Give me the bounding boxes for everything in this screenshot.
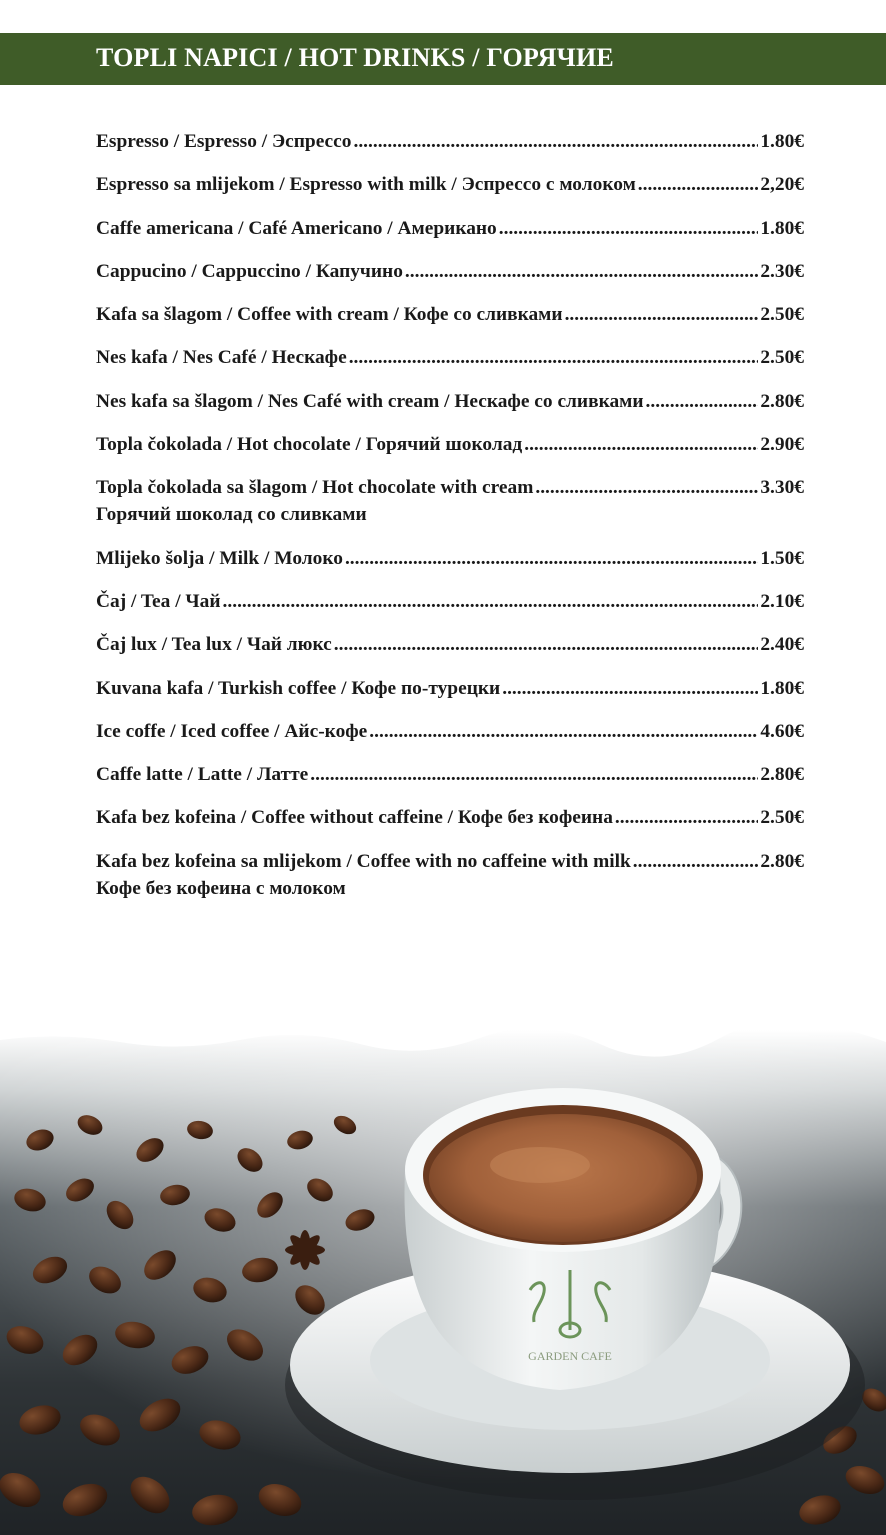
menu-item [96, 171, 804, 198]
item-price: 1.80€ [760, 131, 804, 152]
item-price: 2.10€ [760, 590, 804, 612]
menu-item [96, 388, 804, 415]
menu-item [96, 215, 804, 242]
item-name: Ice coffe / Iced coffee / Айс-кофе [96, 720, 368, 742]
dot-leader [345, 545, 758, 572]
item-price: 2.50€ [760, 807, 804, 829]
item-price: 1.80€ [760, 217, 804, 239]
menu-item [96, 761, 804, 788]
item-name: Čaj / Tea / Чай [96, 590, 221, 612]
menu-item [96, 431, 804, 458]
dot-leader [633, 848, 759, 875]
item-price: 2.90€ [760, 434, 804, 456]
item-price: 2.80€ [760, 390, 804, 412]
item-name: Cappucino / Cappuccino / Капучино [96, 260, 403, 282]
dot-leader [638, 171, 759, 198]
item-name: Kuvana kafa / Turkish coffee / Кофе по-турецки [96, 677, 501, 699]
dot-leader [646, 388, 759, 415]
dot-leader [349, 344, 759, 371]
menu-item [96, 258, 804, 285]
dot-leader [565, 301, 759, 328]
item-price: 4.60€ [760, 720, 804, 742]
menu-item [96, 128, 804, 155]
coffee-photo [0, 1030, 886, 1535]
item-name: Topla čokolada / Hot chocolate / Горячий шоколад [96, 434, 523, 456]
item-subtitle: Кофе без кофеина с молоком [96, 877, 346, 899]
dot-leader [334, 631, 759, 658]
dot-leader [524, 431, 758, 458]
item-name: Caffe americana / Café Americano / Американо [96, 217, 497, 239]
item-price: 2.30€ [760, 260, 804, 282]
header-bar [0, 33, 886, 85]
item-name: Kafa bez kofeina sa mlijekom / Coffee with no caffeine with milk [96, 850, 631, 872]
item-name: Čaj lux / Tea lux / Чай люкс [96, 634, 332, 656]
item-price: 2.50€ [760, 304, 804, 326]
item-name: Mlijeko šolja / Milk / Молоко [96, 547, 343, 569]
menu-item [96, 301, 804, 328]
menu-item [96, 545, 804, 572]
menu-item [96, 675, 804, 702]
item-name: Espresso sa mlijekom / Espresso with milk / Эспрессо с молоком [96, 174, 636, 196]
menu-item [96, 631, 804, 658]
dot-leader [405, 258, 758, 285]
dot-leader [310, 761, 758, 788]
item-name: Caffe latte / Latte / Латте [96, 764, 309, 786]
item-price: 1.50€ [760, 547, 804, 569]
cup-text: GARDEN CAFE [528, 1349, 612, 1363]
item-price: 2.80€ [760, 850, 804, 872]
item-name: Nes kafa sa šlagom / Nes Café with cream / Нескафе со сливками [96, 390, 644, 412]
item-name: Kafa bez kofeina / Coffee without caffeine / Кофе без кофеина [96, 807, 613, 829]
menu-item [96, 474, 804, 528]
item-price: 2.50€ [760, 347, 804, 369]
item-name: Nes kafa / Nes Café / Нескафе [96, 347, 347, 369]
item-price: 3.30€ [760, 477, 804, 499]
star-anise-icon [285, 1230, 325, 1270]
menu-list [96, 128, 804, 918]
item-name: Topla čokolada sa šlagom / Hot chocolate with cream [96, 477, 534, 499]
menu-item [96, 848, 804, 902]
item-price: 2.40€ [760, 634, 804, 656]
item-name: Kafa sa šlagom / Coffee with cream / Кофе со сливками [96, 304, 563, 326]
item-price: 2.80€ [760, 764, 804, 786]
dot-leader [353, 128, 758, 155]
menu-item [96, 804, 804, 831]
menu-item [96, 718, 804, 745]
dot-leader [499, 215, 759, 242]
dot-leader [502, 675, 758, 702]
item-price: 2,20€ [760, 174, 804, 196]
menu-item [96, 344, 804, 371]
page-title: TOPLI NAPICI / HOT DRINKS / ГОРЯЧИЕ [96, 43, 614, 72]
dot-leader [369, 718, 758, 745]
item-subtitle: Горячий шоколад со сливками [96, 504, 367, 526]
dot-leader [223, 588, 759, 615]
item-price: 1.80€ [760, 677, 804, 699]
dot-leader [535, 474, 758, 501]
dot-leader [615, 804, 758, 831]
menu-item [96, 588, 804, 615]
item-name: Espresso / Espresso / Эспрессо [96, 131, 352, 152]
